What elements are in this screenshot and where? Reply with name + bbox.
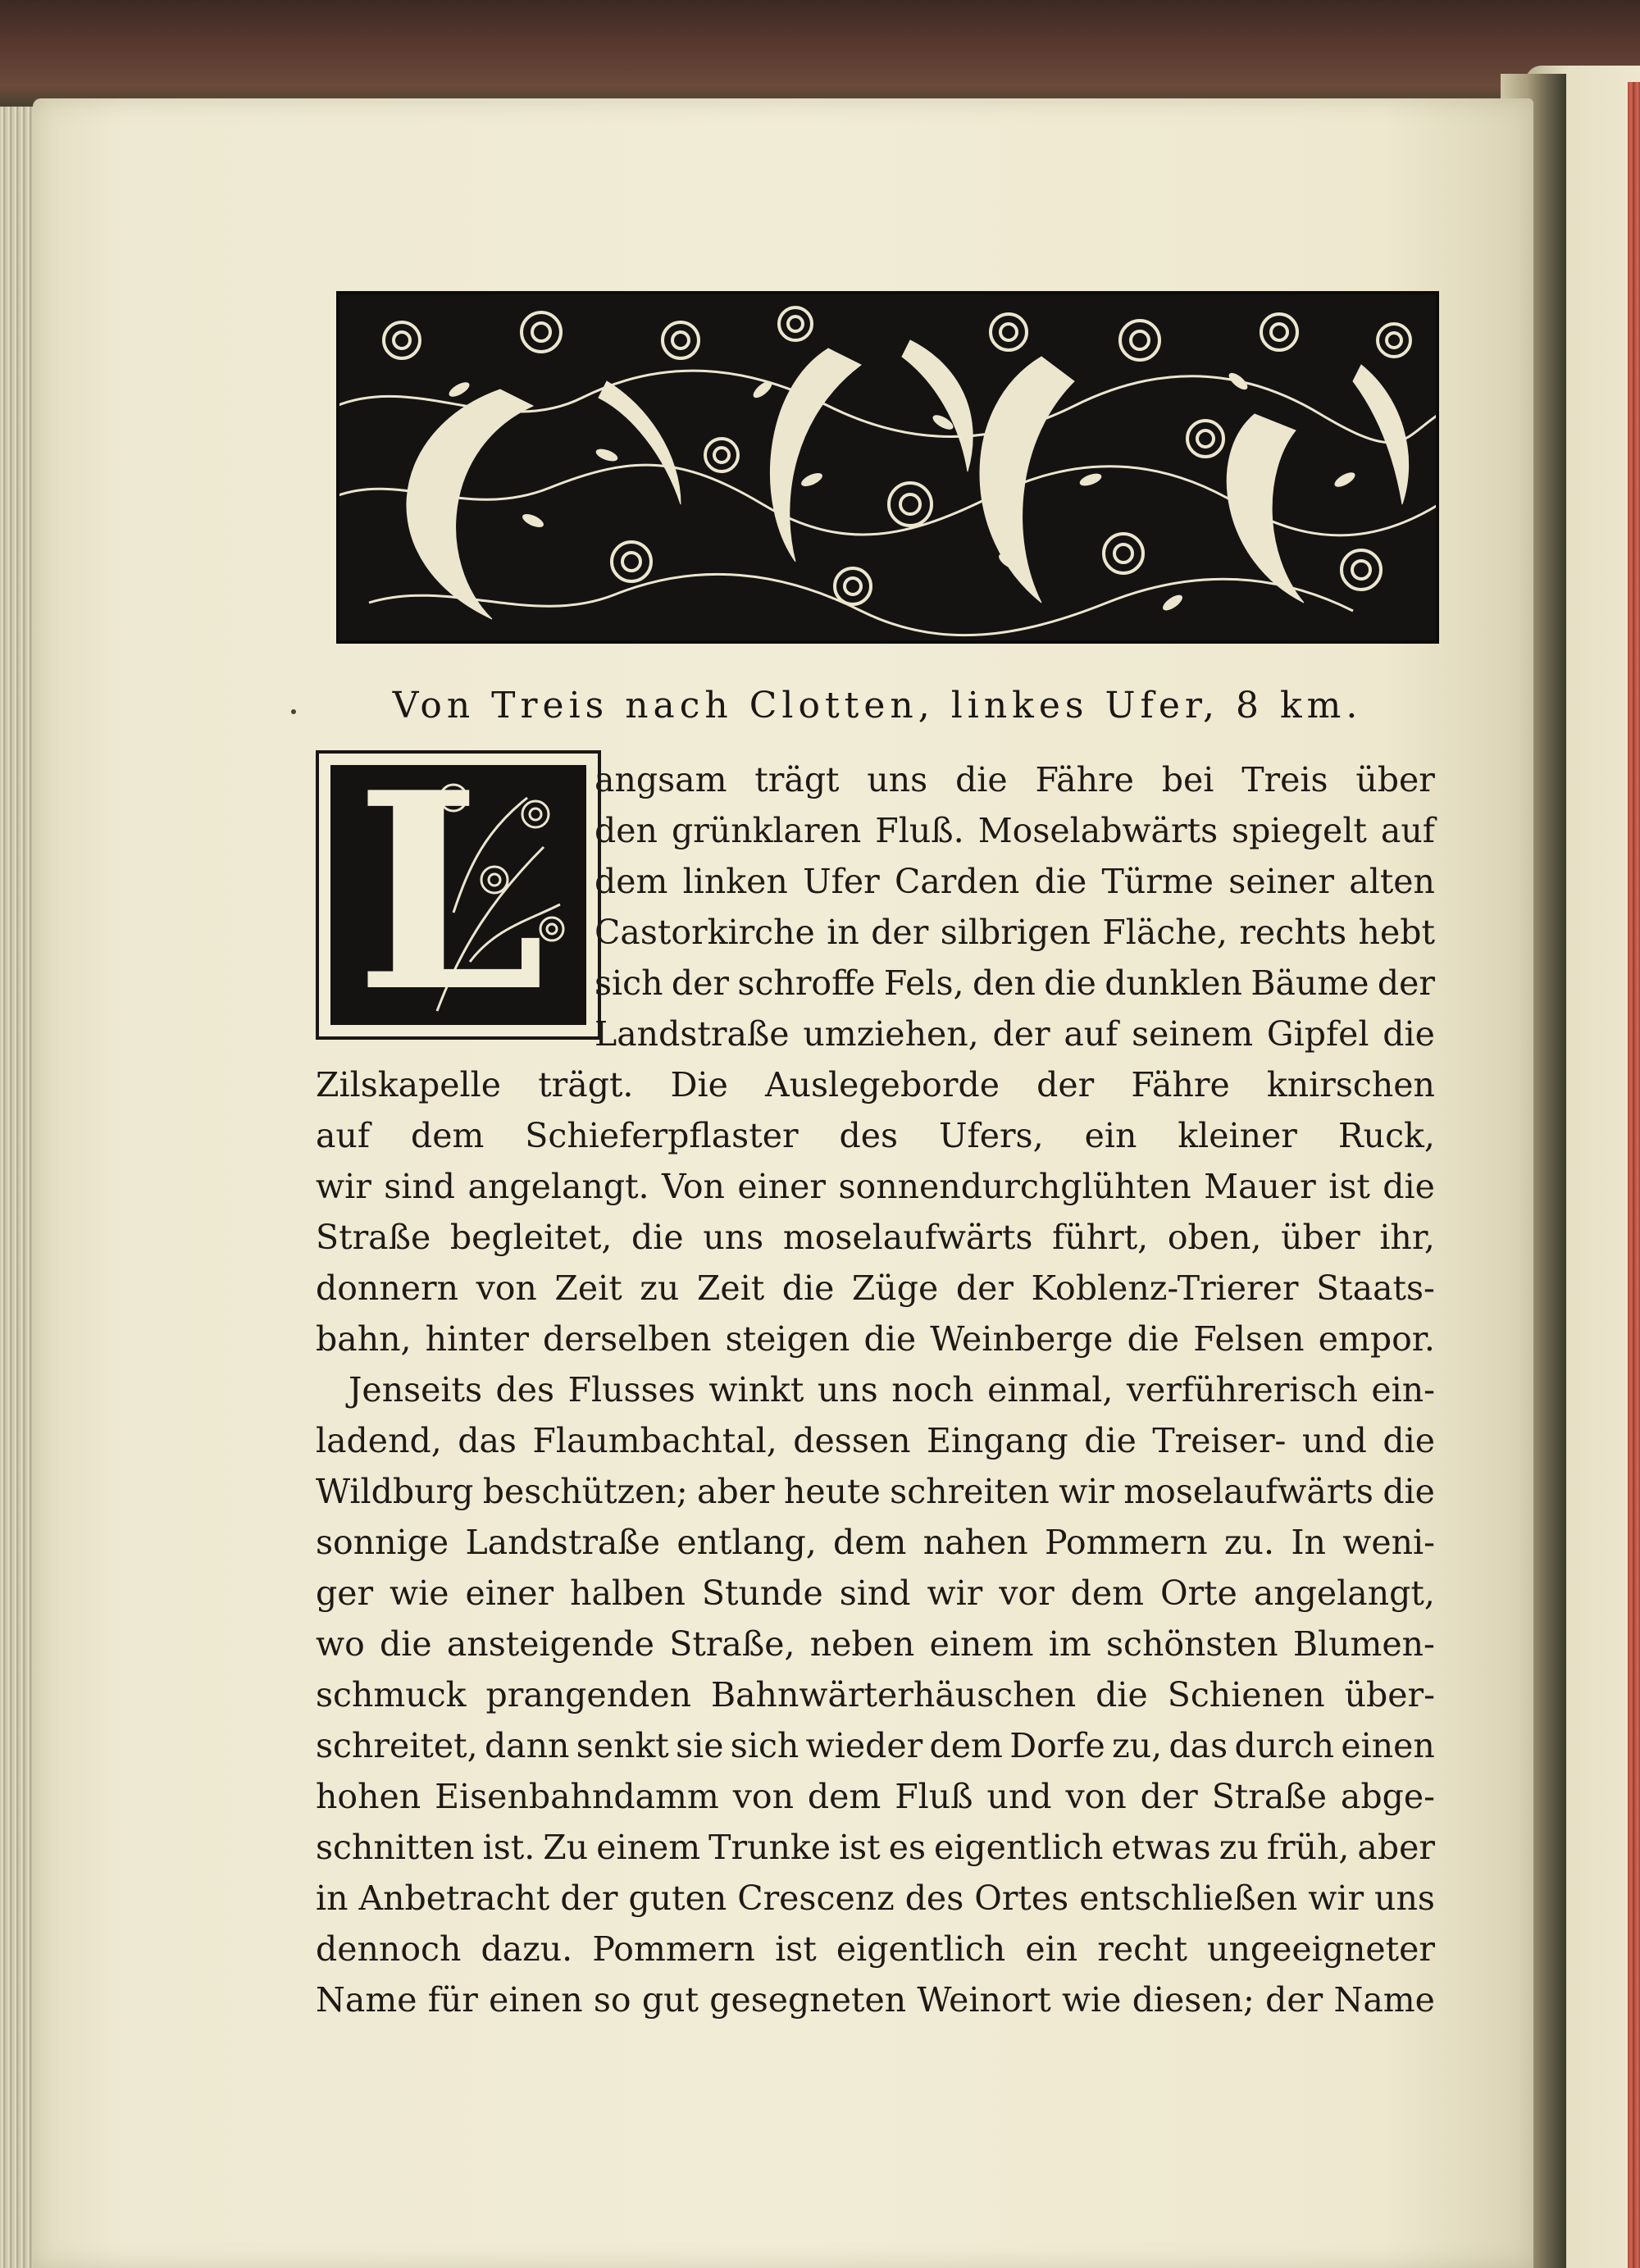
word: angsam (594, 760, 727, 799)
word: Fluß. (875, 811, 964, 850)
word: sind (384, 1167, 456, 1206)
word: Weinort (917, 1980, 1051, 2020)
word: eigentlich (836, 1929, 1006, 1969)
word: begleitet, (449, 1218, 613, 1257)
word: dem (833, 1523, 907, 1562)
word: guten (628, 1879, 727, 1918)
text-line (316, 1669, 1435, 1720)
word: auf (316, 1116, 371, 1155)
word: ein (1084, 1116, 1137, 1155)
word: Eingang (926, 1421, 1068, 1460)
word: Von (662, 1167, 725, 1206)
word: ein- (1371, 1370, 1435, 1410)
word: Schieferpflaster (525, 1116, 799, 1155)
word: zu (640, 1268, 680, 1308)
word: die (380, 1624, 432, 1664)
word: Anbetracht (358, 1879, 550, 1918)
word: uns (703, 1218, 764, 1257)
word: Flusses (567, 1370, 695, 1410)
word: Pommern (592, 1929, 755, 1969)
word: rechts (1239, 913, 1347, 952)
word: das (1168, 1726, 1228, 1765)
word: einer (465, 1573, 554, 1613)
word: uns (867, 760, 928, 799)
word: winkt (708, 1370, 804, 1410)
word: zu (1219, 1828, 1259, 1867)
word: zu. (1223, 1523, 1274, 1562)
word: vor (999, 1573, 1055, 1613)
word: noch (891, 1370, 974, 1410)
word: Stunde (701, 1573, 823, 1613)
word: schreiten (890, 1472, 1050, 1511)
word: Name (1333, 1980, 1435, 2020)
text-line (316, 1924, 1435, 1974)
word: sonnige (316, 1523, 449, 1562)
word: Bäume (1250, 963, 1369, 1003)
word: grünklaren (671, 811, 862, 850)
word: zu, (1112, 1726, 1163, 1765)
word: wie (390, 1573, 449, 1613)
word: Name (316, 1980, 417, 2020)
word: Schienen (1167, 1675, 1325, 1715)
word: Mauer (1204, 1167, 1316, 1206)
word: Weinberge (930, 1319, 1114, 1359)
word: ungeeigneter (1207, 1929, 1435, 1969)
word: einer (737, 1167, 827, 1206)
word: trägt. (538, 1065, 634, 1104)
word: des (839, 1116, 899, 1155)
word: knirschen (1266, 1065, 1435, 1104)
word: ansteigende (446, 1624, 655, 1664)
word: umziehen, (803, 1014, 979, 1054)
word: sie (676, 1726, 724, 1765)
word: hinter (425, 1319, 529, 1359)
word: Straße (316, 1218, 431, 1257)
word: halben (570, 1573, 686, 1613)
word: ladend, (316, 1421, 442, 1460)
text-line (316, 1161, 1435, 1212)
word: Felsen (1193, 1319, 1305, 1359)
text-line (594, 1009, 1435, 1059)
word: die (1383, 1167, 1435, 1206)
word: aber (697, 1472, 775, 1511)
word: auf (1380, 811, 1435, 850)
word: hebt (1358, 913, 1435, 952)
word: beschützen; (482, 1472, 688, 1511)
word: angelangt. (467, 1167, 649, 1206)
text-line (594, 856, 1435, 907)
word: der (992, 1014, 1050, 1054)
word: Bahnwärterhäuschen (710, 1675, 1077, 1715)
word: spiegelt (1232, 811, 1367, 850)
word: über (1355, 760, 1435, 799)
word: Türme (1101, 862, 1214, 901)
word: im (1048, 1624, 1091, 1664)
word: ist (839, 1828, 881, 1867)
word: wieder (805, 1726, 923, 1765)
word: Ufers, (938, 1116, 1044, 1155)
word: wie (1061, 1980, 1122, 2020)
word: moselaufwärts (1123, 1472, 1374, 1511)
word: Züge (851, 1268, 939, 1308)
text-line (316, 1466, 1435, 1517)
word: das (458, 1421, 517, 1460)
word: Trunke (708, 1828, 831, 1867)
word: bahn, (316, 1319, 412, 1359)
word: Koblenz-Trierer (1031, 1268, 1299, 1308)
word: empor. (1318, 1319, 1435, 1359)
text-line (316, 1568, 1435, 1619)
word: ein (1025, 1929, 1078, 1969)
text-line (316, 1212, 1435, 1263)
word: donnern (316, 1268, 459, 1308)
word: der (871, 913, 929, 952)
text-line (316, 1263, 1435, 1314)
word: schroffe (737, 963, 876, 1003)
word: moselaufwärts (782, 1218, 1033, 1257)
word: Moselabwärts (977, 811, 1219, 850)
word: Castorkirche (594, 913, 815, 952)
word: trägt (754, 760, 840, 799)
word: in (827, 913, 859, 952)
word: Fluß (895, 1777, 973, 1816)
word: steigen (725, 1319, 850, 1359)
word: den (594, 811, 658, 850)
word: linken (682, 862, 788, 901)
word: angelangt, (1253, 1573, 1435, 1613)
word: einen (1341, 1726, 1435, 1765)
word: in (316, 1879, 348, 1918)
word: Zeit (696, 1268, 765, 1308)
word: Blumen- (1292, 1624, 1435, 1664)
word: Zu (543, 1828, 589, 1867)
text-line (348, 1364, 1435, 1415)
word: die (1127, 1319, 1180, 1359)
word: früh, (1266, 1828, 1350, 1867)
drop-cap-letter: L (355, 733, 546, 1051)
chapter-caption: Von Treis nach Clotten, linkes Ufer, 8 km. (392, 685, 1363, 726)
text-line (316, 1873, 1435, 1924)
text-line (316, 1110, 1435, 1161)
word: so (593, 1980, 631, 2020)
word: dem (1070, 1573, 1144, 1613)
text-line (594, 754, 1435, 805)
word: wir (1059, 1472, 1114, 1511)
word: einem (596, 1828, 701, 1867)
word: gut (641, 1980, 699, 2020)
word: entlang, (676, 1523, 817, 1562)
word: ihr, (1379, 1218, 1435, 1257)
word: Zeit (554, 1268, 622, 1308)
word: aber (1357, 1828, 1435, 1867)
word: senkt (576, 1726, 669, 1765)
word: durch (1234, 1726, 1335, 1765)
word: weni- (1342, 1523, 1435, 1562)
word: Carden (894, 862, 1020, 901)
word: der (1036, 1065, 1095, 1104)
word: Crescenz (737, 1879, 895, 1918)
word: Ufer (803, 862, 880, 901)
word: Ortes (974, 1879, 1069, 1918)
word: Landstraße (465, 1523, 661, 1562)
text-line (594, 907, 1435, 958)
word: einmal, (987, 1370, 1114, 1410)
word: recht (1097, 1929, 1187, 1969)
word: schönsten (1105, 1624, 1278, 1664)
word: Gipfel (1266, 1014, 1369, 1054)
word: und (986, 1777, 1052, 1816)
word: der (1377, 963, 1435, 1003)
word: der (1265, 1980, 1323, 2020)
word: Die (670, 1065, 728, 1104)
word: die (1383, 1421, 1435, 1460)
word: des (904, 1879, 964, 1918)
text-line (316, 1619, 1435, 1669)
word: uns (1374, 1879, 1435, 1918)
text-line (594, 805, 1435, 856)
word: neben (809, 1624, 915, 1664)
word: einem (929, 1624, 1034, 1664)
word: eigentlich (934, 1828, 1104, 1867)
word: Fels, (883, 963, 964, 1003)
word: Landstraße (594, 1014, 790, 1054)
word: sonnendurchglühten (838, 1167, 1191, 1206)
text-line (316, 1822, 1435, 1873)
word: dunklen (1105, 963, 1242, 1003)
word: wir (1308, 1879, 1364, 1918)
word: von (732, 1777, 794, 1816)
word: Orte (1159, 1573, 1237, 1613)
word: derselben (543, 1319, 712, 1359)
word: Fläche, (1102, 913, 1228, 952)
text-line (316, 1517, 1435, 1568)
word: der (560, 1879, 618, 1918)
word: Flaumbachtal, (532, 1421, 777, 1460)
page-speck (291, 709, 296, 714)
word: Wildburg (316, 1472, 474, 1511)
word: Straße (1211, 1777, 1327, 1816)
word: die (955, 760, 1008, 799)
word: In (1291, 1523, 1326, 1562)
word: uns (817, 1370, 878, 1410)
text-line (316, 1314, 1435, 1364)
word: die (1383, 1472, 1435, 1511)
drop-cap (316, 733, 601, 1051)
word: ger (316, 1573, 374, 1613)
word: ist (1328, 1167, 1370, 1206)
word: diesen; (1132, 1980, 1255, 2020)
drop-cap-ornament (330, 733, 586, 1051)
word: Zilskapelle (316, 1065, 502, 1104)
word: nahen (922, 1523, 1028, 1562)
word: sich (594, 963, 663, 1003)
word: bei (1161, 760, 1214, 799)
word: Pommern (1045, 1523, 1208, 1562)
word: Straße, (669, 1624, 795, 1664)
word: sind (839, 1573, 911, 1613)
word: Dorfe (1009, 1726, 1105, 1765)
word: hohen (316, 1777, 421, 1816)
word: des (495, 1370, 555, 1410)
word: verführerisch (1126, 1370, 1358, 1410)
word: über (1281, 1218, 1360, 1257)
word: es (888, 1828, 926, 1867)
word: die (1383, 1014, 1435, 1054)
word: auf (1064, 1014, 1118, 1054)
word: über- (1344, 1675, 1435, 1715)
text-line (316, 1059, 1435, 1110)
word: wir (316, 1167, 371, 1206)
word: Ruck, (1337, 1116, 1435, 1155)
word: dem (807, 1777, 882, 1816)
text-line (316, 1415, 1435, 1466)
word: wo (316, 1624, 365, 1664)
word: sich (730, 1726, 800, 1765)
word: dann (484, 1726, 570, 1765)
word: seiner (1228, 862, 1334, 901)
word: entschließen (1079, 1879, 1298, 1918)
word: von (1065, 1777, 1127, 1816)
word: die (1044, 963, 1096, 1003)
text-line (316, 1720, 1435, 1771)
word: Fähre (1131, 1065, 1230, 1104)
text-line (316, 1771, 1435, 1822)
word: ist. (482, 1828, 535, 1867)
word: schreitet, (316, 1726, 478, 1765)
text-line (594, 958, 1435, 1009)
word: Auslegeborde (765, 1065, 1000, 1104)
word: für (427, 1980, 478, 2020)
word: Fähre (1035, 760, 1134, 799)
word: heute (783, 1472, 881, 1511)
word: etwas (1111, 1828, 1211, 1867)
word: kleiner (1178, 1116, 1297, 1155)
word: dem (594, 862, 668, 901)
word: von (476, 1268, 537, 1308)
word: Jenseits (348, 1370, 483, 1410)
decorative-floral-banner (336, 291, 1439, 644)
word: dennoch (316, 1929, 462, 1969)
word: Eisenbahndamm (435, 1777, 719, 1816)
word: schnitten (316, 1828, 475, 1867)
word: führt, (1052, 1218, 1149, 1257)
word: Treiser- (1152, 1421, 1287, 1460)
word: dessen (793, 1421, 911, 1460)
word: der (955, 1268, 1014, 1308)
word: oben, (1167, 1218, 1262, 1257)
word: die (863, 1319, 917, 1359)
word: dazu. (481, 1929, 573, 1969)
word: silbrigen (940, 913, 1091, 952)
word: alten (1349, 862, 1435, 901)
word: wir (927, 1573, 983, 1613)
word: dem (410, 1116, 485, 1155)
word: schmuck (316, 1675, 467, 1715)
word: die (1096, 1675, 1148, 1715)
text-line (316, 1974, 1435, 2025)
word: Staats- (1316, 1268, 1435, 1308)
word: ist (775, 1929, 817, 1969)
word: Treis (1241, 760, 1328, 799)
word: den (972, 963, 1036, 1003)
word: gesegneten (709, 1980, 907, 2020)
word: seinem (1132, 1014, 1254, 1054)
floral-ornament-icon (336, 291, 1439, 644)
word: und (1301, 1421, 1367, 1460)
word: einen (489, 1980, 583, 2020)
word: dem (929, 1726, 1003, 1765)
word: die (1034, 862, 1087, 901)
word: die (781, 1268, 835, 1308)
word: prangenden (485, 1675, 691, 1715)
word: abge- (1340, 1777, 1435, 1816)
word: die (1084, 1421, 1137, 1460)
word: der (671, 963, 730, 1003)
page-edge-right (1628, 82, 1640, 2268)
word: die (631, 1218, 684, 1257)
word: der (1140, 1777, 1198, 1816)
